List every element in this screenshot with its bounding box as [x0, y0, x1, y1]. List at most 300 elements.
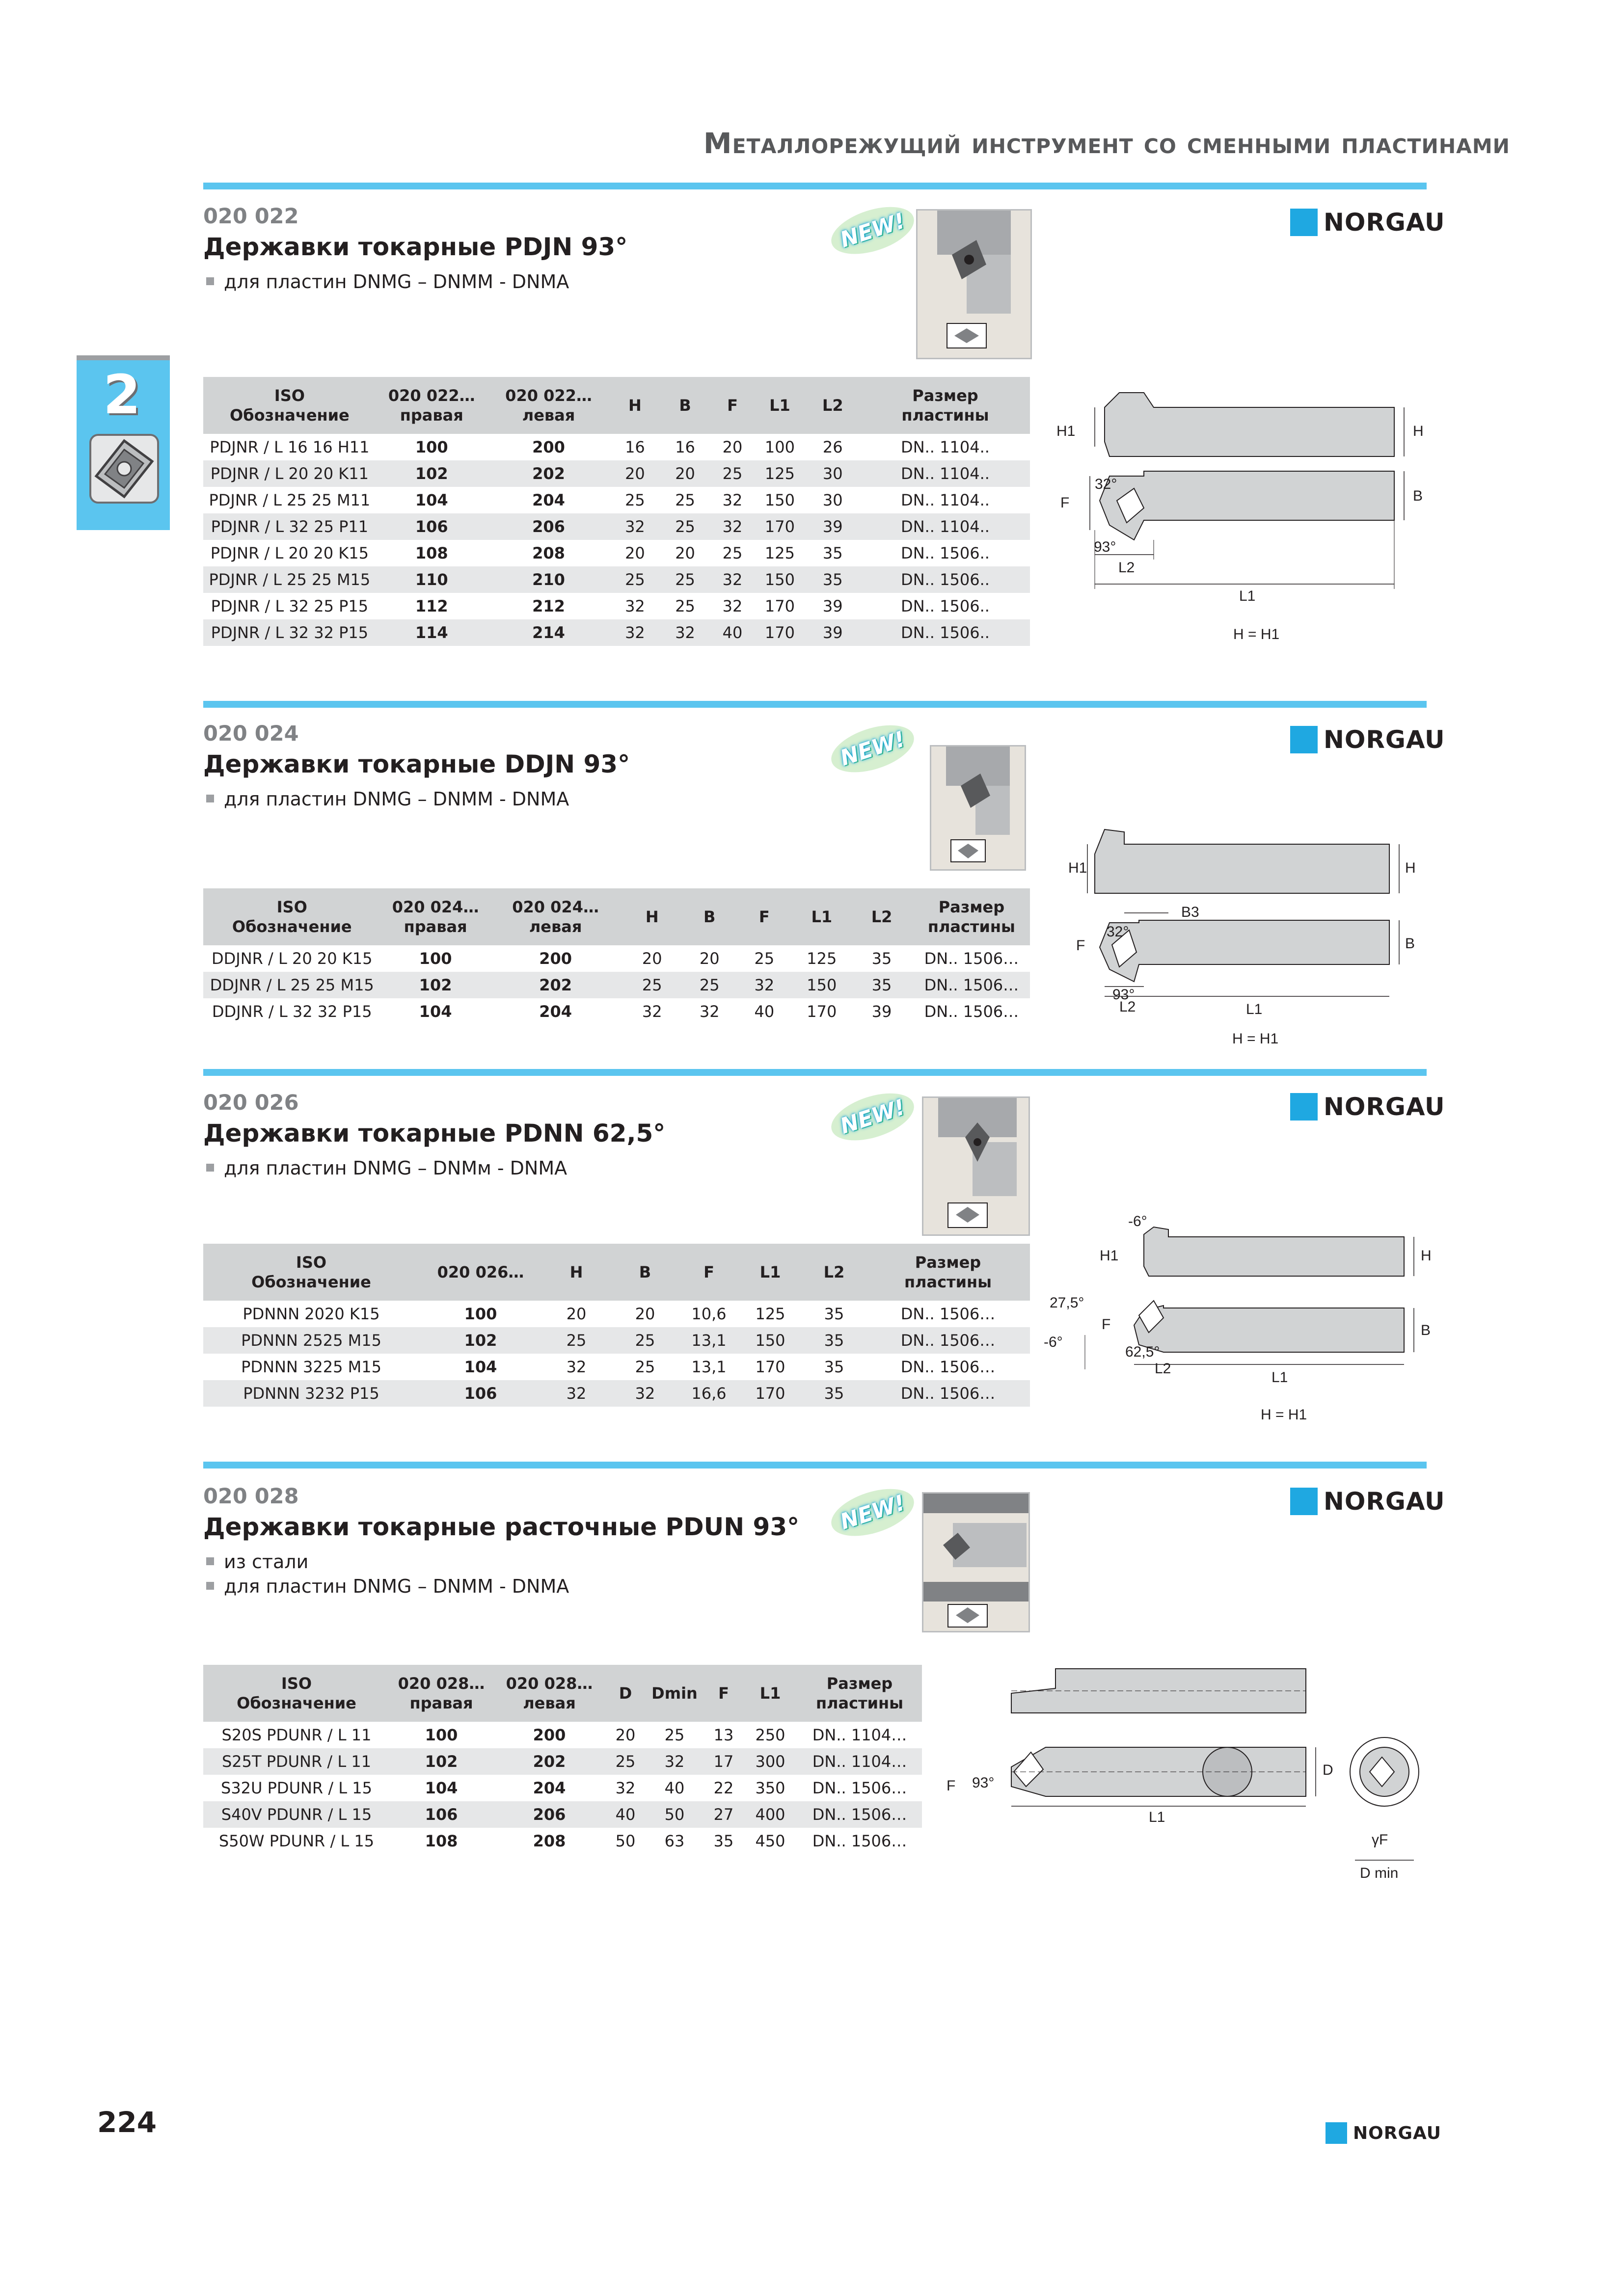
table-cell: 25 — [625, 491, 645, 509]
table-cell: 204 — [532, 491, 565, 509]
table-cell: 170 — [807, 1002, 837, 1021]
dim-label: -6° — [1044, 1334, 1063, 1350]
table-cell: PDJNR / L 25 25 M11 — [209, 491, 371, 509]
table-cell: 125 — [755, 1305, 785, 1323]
table-cell: 170 — [738, 1380, 802, 1407]
section-bullet: для пластин DNMG – DNMM - DNMA — [206, 271, 569, 293]
insert-icon — [87, 432, 161, 507]
table-cell: DN.. 1506.. — [861, 566, 1030, 593]
section-title: Державки токарные расточные PDUN 93° — [203, 1513, 800, 1541]
dim-label: B — [1421, 1322, 1431, 1338]
table-cell: 39 — [805, 513, 861, 540]
table-cell: 214 — [487, 619, 610, 646]
table-cell: 25 — [722, 544, 743, 562]
table-cell: 25 — [675, 597, 695, 615]
table-body — [203, 1301, 1030, 1407]
col-right: 020 024… правая — [380, 888, 490, 945]
table-cell: 39 — [805, 619, 861, 646]
dim-label: L1 — [1239, 588, 1256, 604]
table-cell: 210 — [487, 566, 610, 593]
table-cell: 30 — [822, 491, 843, 509]
table-cell: PDJNR / L 25 25 M15 — [203, 566, 376, 593]
table-cell: 200 — [539, 949, 572, 968]
table-cell: 170 — [764, 597, 795, 615]
section-bullet: для пластин DNMG – DNMM - DNMA — [206, 788, 569, 810]
col-b: B — [660, 377, 710, 434]
new-badge: NEW! — [825, 1480, 920, 1545]
table-row — [203, 593, 1030, 619]
table-body — [203, 434, 1030, 646]
table-cell: 32 — [735, 972, 793, 998]
table-cell: 170 — [755, 619, 805, 646]
table-cell: 112 — [415, 597, 448, 615]
brand-logo: NORGAU — [1290, 1093, 1445, 1121]
table-cell: DN.. 1104.. — [901, 491, 990, 509]
table-cell: 25 — [610, 566, 660, 593]
table-cell: 32 — [615, 1779, 636, 1797]
table-cell: PDJNR / L 32 25 P15 — [211, 597, 369, 615]
table-cell: DN.. 1506… — [900, 1305, 996, 1323]
table-cell: 102 — [376, 460, 487, 487]
table-cell: 100 — [419, 949, 452, 968]
brand-logo: NORGAU — [1290, 1487, 1445, 1516]
col-h: H — [621, 888, 683, 945]
col-code: 020 026… — [419, 1244, 542, 1301]
table-cell: DN.. 1506… — [913, 972, 1030, 998]
table-cell: 25 — [542, 1327, 611, 1354]
table-row — [203, 1354, 1030, 1380]
table-cell: 104 — [419, 1002, 452, 1021]
table-cell: 32 — [566, 1358, 587, 1376]
table-cell: 102 — [380, 972, 490, 998]
table-cell: DN.. 1506… — [866, 1380, 1030, 1407]
table-cell: 20 — [675, 544, 695, 562]
table-cell: 27 — [704, 1801, 743, 1828]
table-cell: 20 — [635, 1305, 655, 1323]
dim-label: F — [1102, 1316, 1111, 1333]
table-cell: PDJNR / L 32 32 P15 — [203, 619, 376, 646]
section-code: 020 022 — [203, 204, 299, 229]
table-cell: 20 — [722, 438, 743, 456]
table-cell: 114 — [376, 619, 487, 646]
spec-table — [203, 888, 1030, 1025]
table-cell: DN.. 1104… — [797, 1748, 922, 1775]
dim-label: 27,5° — [1050, 1295, 1084, 1311]
table-cell: 35 — [802, 1380, 866, 1407]
table-cell: PDJNR / L 32 25 P11 — [203, 513, 376, 540]
dim-label: B — [1405, 935, 1415, 952]
table-cell: 40 — [664, 1779, 685, 1797]
chapter-number: 2 — [103, 363, 141, 426]
col-l2: L2 — [802, 1244, 866, 1301]
dim-label: L1 — [1271, 1369, 1288, 1386]
table-row — [203, 566, 1030, 593]
table-cell: 170 — [755, 1358, 785, 1376]
table-cell: 106 — [390, 1801, 493, 1828]
table-cell: 350 — [755, 1779, 785, 1797]
table-cell: 110 — [376, 566, 487, 593]
table-cell: 35 — [824, 1358, 844, 1376]
table-cell: 20 — [566, 1305, 587, 1323]
table-cell: 16,6 — [679, 1380, 738, 1407]
col-b: B — [683, 888, 735, 945]
table-cell: 200 — [533, 1726, 566, 1744]
table-cell: 26 — [822, 438, 843, 456]
table-cell: 32 — [625, 597, 645, 615]
product-photo — [916, 209, 1032, 359]
spec-table — [203, 1244, 1030, 1407]
table-body — [203, 945, 1030, 1025]
table-row — [203, 1828, 922, 1854]
footer-brand-logo: NORGAU — [1325, 2122, 1441, 2144]
table-cell: 150 — [764, 491, 795, 509]
dim-label: D min — [1360, 1865, 1399, 1881]
table-cell: 100 — [764, 438, 795, 456]
table-row — [203, 619, 1030, 646]
table-cell: 32 — [645, 1748, 704, 1775]
dim-label: F — [947, 1778, 956, 1794]
table-cell: S20S PDUNR / L 11 — [221, 1726, 372, 1744]
table-cell: S25T PDUNR / L 11 — [203, 1748, 390, 1775]
table-cell: 40 — [754, 1002, 775, 1021]
dim-label: F — [1076, 937, 1085, 954]
section-code: 020 026 — [203, 1091, 299, 1115]
table-cell: 32 — [542, 1380, 611, 1407]
dim-label: F — [1060, 495, 1070, 511]
table-cell: 35 — [802, 1327, 866, 1354]
col-l1: L1 — [743, 1665, 797, 1722]
product-photo — [922, 1492, 1030, 1632]
table-row — [203, 1380, 1030, 1407]
table-cell: S32U PDUNR / L 15 — [221, 1779, 372, 1797]
table-cell: 20 — [615, 1726, 636, 1744]
product-photo — [922, 1096, 1030, 1236]
table-cell: DN.. 1506.. — [861, 619, 1030, 646]
dim-label: L1 — [1149, 1809, 1165, 1825]
dim-label: L2 — [1118, 560, 1135, 576]
col-f: F — [710, 377, 755, 434]
table-cell: 32 — [722, 491, 743, 509]
table-cell: 10,6 — [691, 1305, 727, 1323]
table-cell: 102 — [419, 1327, 542, 1354]
table-cell: 25 — [606, 1748, 645, 1775]
table-cell: PDNNN 3225 M15 — [241, 1358, 381, 1376]
dim-label: D — [1323, 1762, 1333, 1778]
table-row — [203, 513, 1030, 540]
dim-label: 93° — [1094, 539, 1116, 555]
table-cell: 100 — [464, 1305, 497, 1323]
table-cell: 39 — [822, 597, 843, 615]
table-cell: DN.. 1506… — [924, 1002, 1019, 1021]
table-cell: 40 — [710, 619, 755, 646]
table-row — [203, 1748, 922, 1775]
dim-label: 62,5° — [1125, 1344, 1160, 1360]
table-cell: S40V PDUNR / L 15 — [203, 1801, 390, 1828]
section-bullet: из стали — [206, 1551, 308, 1573]
table-cell: 25 — [635, 1358, 655, 1376]
table-cell: 39 — [871, 1002, 892, 1021]
col-h: H — [542, 1244, 611, 1301]
dim-label: -6° — [1128, 1213, 1147, 1229]
table-cell: DDJNR / L 20 20 K15 — [211, 949, 373, 968]
dim-label: B — [1413, 488, 1423, 504]
dim-label: H1 — [1100, 1248, 1119, 1264]
table-cell: 104 — [415, 491, 448, 509]
table-cell: 13 — [713, 1726, 734, 1744]
dim-label: B3 — [1181, 904, 1199, 920]
table-cell: 202 — [487, 460, 610, 487]
spec-table — [203, 1665, 922, 1854]
table-cell: 25 — [683, 972, 735, 998]
table-row — [203, 434, 1030, 460]
table-cell: 32 — [660, 619, 710, 646]
section-code: 020 028 — [203, 1484, 299, 1509]
table-cell: 208 — [532, 544, 565, 562]
table-cell: 32 — [642, 1002, 662, 1021]
section-title: Державки токарные DDJN 93° — [203, 750, 630, 778]
table-cell: 35 — [850, 972, 913, 998]
technical-drawing — [1046, 1212, 1438, 1430]
new-badge: NEW! — [825, 1084, 920, 1149]
new-badge: NEW! — [825, 716, 920, 781]
table-cell: 32 — [611, 1380, 679, 1407]
table-cell: 25 — [754, 949, 775, 968]
table-cell: 300 — [743, 1748, 797, 1775]
col-left: 020 024… левая — [490, 888, 621, 945]
technical-drawing — [1065, 820, 1438, 1057]
table-cell: 108 — [415, 544, 448, 562]
table-cell: 212 — [532, 597, 565, 615]
table-cell: 20 — [610, 460, 660, 487]
table-cell: 35 — [822, 544, 843, 562]
dim-label: L1 — [1246, 1001, 1263, 1017]
table-cell: 170 — [755, 513, 805, 540]
table-cell: PDJNR / L 20 20 K15 — [210, 544, 369, 562]
dim-label: H = H1 — [1261, 1407, 1307, 1423]
table-cell: 206 — [493, 1801, 606, 1828]
table-cell: 17 — [704, 1748, 743, 1775]
table-cell: 104 — [464, 1358, 497, 1376]
table-cell: 206 — [487, 513, 610, 540]
section-rule — [203, 701, 1427, 708]
col-l1: L1 — [755, 377, 805, 434]
col-insert-size: Размер пластины — [797, 1665, 922, 1722]
table-cell: 208 — [533, 1832, 566, 1850]
col-iso: ISO Обозначение — [203, 1665, 390, 1722]
table-cell: 63 — [664, 1832, 685, 1850]
table-row — [203, 1775, 922, 1801]
table-cell: DN.. 1104.. — [901, 438, 990, 456]
table-cell: PDJNR / L 16 16 H11 — [210, 438, 370, 456]
table-cell: S50W PDUNR / L 15 — [218, 1832, 375, 1850]
table-cell: 40 — [606, 1801, 645, 1828]
dim-label: 32° — [1107, 924, 1129, 940]
col-iso: ISO Обозначение — [203, 377, 376, 434]
table-cell: PDNNN 2525 M15 — [203, 1327, 419, 1354]
table-cell: 150 — [793, 972, 850, 998]
table-cell: 200 — [532, 438, 565, 456]
col-insert-size: Размер пластины — [913, 888, 1030, 945]
table-cell: DN.. 1104… — [812, 1726, 907, 1744]
dim-label: L2 — [1155, 1361, 1171, 1377]
table-row — [203, 1801, 922, 1828]
table-cell: 25 — [660, 566, 710, 593]
table-row — [203, 460, 1030, 487]
table-cell: 20 — [660, 460, 710, 487]
table-row — [203, 1301, 1030, 1327]
table-cell: 35 — [805, 566, 861, 593]
table-cell: 22 — [713, 1779, 734, 1797]
brand-logo: NORGAU — [1290, 208, 1445, 237]
col-iso: ISO Обозначение — [203, 888, 380, 945]
table-cell: 25 — [660, 513, 710, 540]
table-cell: DN.. 1506.. — [901, 597, 990, 615]
section-rule — [203, 1069, 1427, 1076]
table-cell: DN.. 1104.. — [861, 460, 1030, 487]
spec-table — [203, 377, 1030, 646]
table-cell: 35 — [871, 949, 892, 968]
table-row — [203, 1327, 1030, 1354]
table-cell: 202 — [490, 972, 621, 998]
table-cell: 16 — [625, 438, 645, 456]
table-row — [203, 487, 1030, 513]
brand-logo: NORGAU — [1290, 725, 1445, 754]
table-cell: DN.. 1506.. — [901, 544, 990, 562]
technical-drawing — [943, 1659, 1434, 1887]
table-cell: 25 — [611, 1327, 679, 1354]
new-badge: NEW! — [825, 198, 920, 263]
table-cell: 32 — [722, 597, 743, 615]
col-l1: L1 — [738, 1244, 802, 1301]
dim-label: γF — [1372, 1832, 1388, 1848]
table-cell: 108 — [425, 1832, 458, 1850]
table-cell: 102 — [390, 1748, 493, 1775]
table-cell: 32 — [610, 619, 660, 646]
page-number: 224 — [97, 2106, 157, 2139]
dim-label: H — [1405, 860, 1416, 876]
table-cell: 202 — [493, 1748, 606, 1775]
table-cell: 20 — [699, 949, 720, 968]
table-cell: 450 — [755, 1832, 785, 1850]
table-cell: PDJNR / L 20 20 K11 — [203, 460, 376, 487]
table-cell: DN.. 1506… — [900, 1358, 996, 1376]
table-cell: 106 — [376, 513, 487, 540]
table-cell: DN.. 1506… — [797, 1801, 922, 1828]
table-header-row — [203, 1244, 1030, 1301]
col-l2: L2 — [805, 377, 861, 434]
table-cell: 204 — [539, 1002, 572, 1021]
section-title: Державки токарные PDJN 93° — [203, 233, 628, 261]
table-cell: 13,1 — [691, 1358, 727, 1376]
table-row — [203, 1722, 922, 1748]
dim-label: H = H1 — [1232, 1031, 1279, 1047]
table-cell: 25 — [621, 972, 683, 998]
table-cell: 32 — [710, 566, 755, 593]
table-cell: 32 — [710, 513, 755, 540]
table-cell: 104 — [425, 1779, 458, 1797]
col-insert-size: Размер пластины — [866, 1244, 1030, 1301]
table-cell: DN.. 1506… — [924, 949, 1019, 968]
col-f: F — [735, 888, 793, 945]
col-dmin: Dmin — [645, 1665, 704, 1722]
table-cell: DN.. 1506… — [812, 1832, 907, 1850]
table-body — [203, 1722, 922, 1854]
table-cell: 32 — [610, 513, 660, 540]
dim-label: L2 — [1119, 999, 1136, 1015]
table-cell: 125 — [764, 544, 795, 562]
dim-label: 93° — [1112, 987, 1135, 1003]
table-cell: PDNNN 3232 P15 — [203, 1380, 419, 1407]
table-cell: 20 — [625, 544, 645, 562]
table-row — [203, 540, 1030, 566]
table-cell: 100 — [425, 1726, 458, 1744]
col-b: B — [611, 1244, 679, 1301]
table-cell: DN.. 1506… — [866, 1327, 1030, 1354]
dim-label: 32° — [1095, 476, 1117, 492]
table-cell: 125 — [755, 460, 805, 487]
table-cell: 25 — [675, 491, 695, 509]
dim-label: H1 — [1056, 423, 1076, 439]
dim-label: 93° — [972, 1775, 995, 1791]
col-right: 020 028… правая — [390, 1665, 493, 1722]
col-iso: ISO Обозначение — [203, 1244, 419, 1301]
col-l2: L2 — [850, 888, 913, 945]
table-cell: 25 — [664, 1726, 685, 1744]
table-cell: 13,1 — [679, 1327, 738, 1354]
table-header-row — [203, 888, 1030, 945]
col-insert-size: Размер пластины — [861, 377, 1030, 434]
dim-label: H — [1413, 423, 1424, 439]
table-cell: DDJNR / L 25 25 M15 — [203, 972, 380, 998]
col-d: D — [606, 1665, 645, 1722]
table-cell: 20 — [642, 949, 662, 968]
table-header-row — [203, 1665, 922, 1722]
table-cell: 150 — [755, 566, 805, 593]
col-left: 020 022… левая — [487, 377, 610, 434]
col-l1: L1 — [793, 888, 850, 945]
section-bullet: для пластин DNMG – DNMм - DNMA — [206, 1157, 567, 1179]
table-cell: 35 — [824, 1305, 844, 1323]
dim-label: H = H1 — [1233, 626, 1280, 642]
table-cell: 35 — [713, 1832, 734, 1850]
dim-label: H1 — [1068, 860, 1087, 876]
table-row — [203, 998, 1030, 1025]
col-h: H — [610, 377, 660, 434]
table-cell: DN.. 1506… — [812, 1779, 907, 1797]
table-row — [203, 972, 1030, 998]
technical-drawing — [1051, 383, 1434, 650]
header-rule — [203, 183, 1427, 189]
table-cell: 106 — [419, 1380, 542, 1407]
col-right: 020 022… правая — [376, 377, 487, 434]
table-cell: 50 — [645, 1801, 704, 1828]
table-header-row — [203, 377, 1030, 434]
section-rule — [203, 1462, 1427, 1468]
table-cell: 400 — [743, 1801, 797, 1828]
section-bullet: для пластин DNMG – DNMM - DNMA — [206, 1575, 569, 1597]
col-f: F — [679, 1244, 738, 1301]
table-cell: 125 — [807, 949, 837, 968]
table-cell: DDJNR / L 32 32 P15 — [212, 1002, 372, 1021]
table-cell: 150 — [738, 1327, 802, 1354]
section-title: Державки токарные PDNN 62,5° — [203, 1119, 666, 1148]
table-cell: 250 — [755, 1726, 785, 1744]
table-row — [203, 945, 1030, 972]
table-cell: 25 — [710, 460, 755, 487]
col-left: 020 028… левая — [493, 1665, 606, 1722]
table-cell: PDNNN 2020 K15 — [243, 1305, 380, 1323]
col-f: F — [704, 1665, 743, 1722]
